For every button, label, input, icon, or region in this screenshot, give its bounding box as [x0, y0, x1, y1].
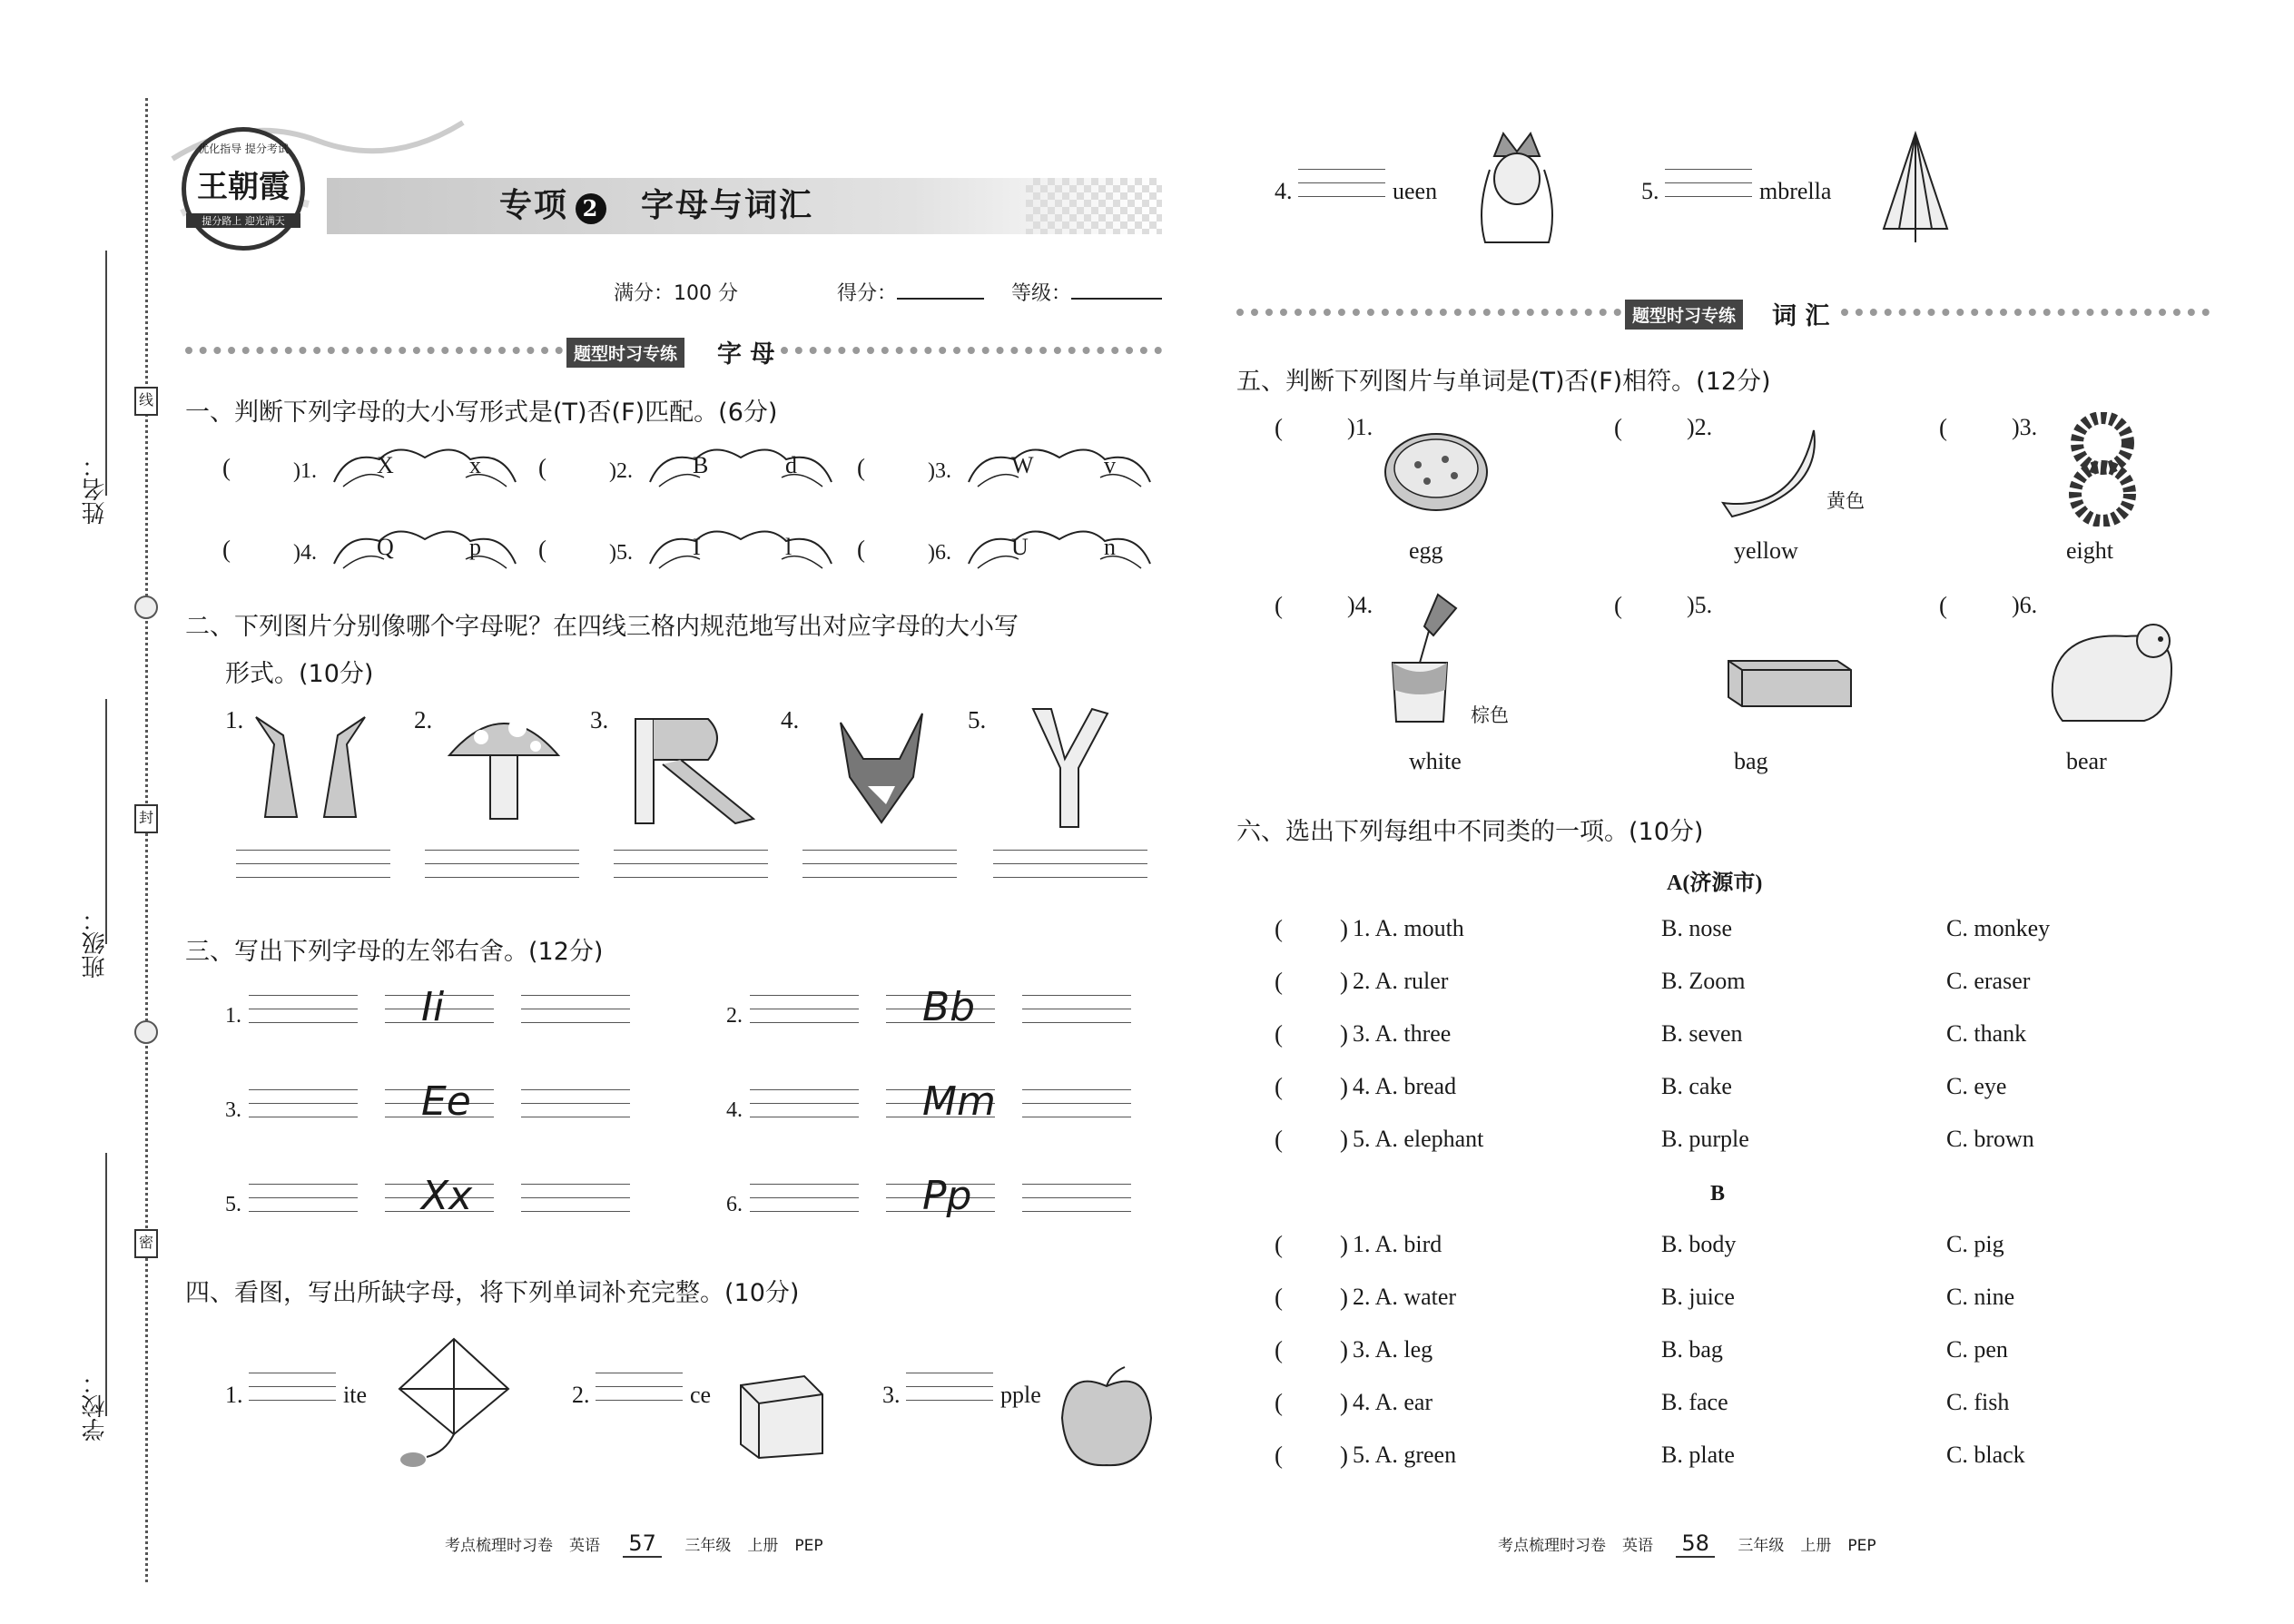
section-tag: 题型时习专练 [1625, 300, 1743, 330]
letter-grid-blank[interactable] [521, 1171, 630, 1225]
q5-item-number: )4. [1347, 592, 1373, 618]
q1-letter-lower: v [1104, 452, 1116, 478]
answer-paren[interactable]: ( [1275, 1284, 1283, 1311]
q5-word: white [1409, 748, 1462, 774]
umbrella-image [1879, 129, 1952, 247]
paren-close: ) [1340, 1020, 1348, 1048]
q4-answer-grid[interactable] [249, 1360, 336, 1413]
q4-answer-grid[interactable] [1298, 156, 1385, 210]
q6-option-c: C. pig [1946, 1231, 2004, 1257]
answer-paren[interactable]: ( [1275, 1442, 1283, 1469]
q6-option-c: C. monkey [1946, 915, 2051, 941]
q1-item-number: )3. [928, 459, 951, 483]
bear-image [2044, 614, 2181, 726]
letter-cloud [330, 523, 520, 577]
q5-color-note: 棕色 [1471, 704, 1509, 726]
ice-cube-image [732, 1367, 832, 1463]
q1-letter-upper: B [693, 452, 709, 478]
q6-option-c: C. brown [1946, 1126, 2034, 1152]
q5-word: yellow [1734, 537, 1798, 564]
q3-given-letters: Ii [421, 984, 445, 1030]
answer-paren[interactable]: ( [1275, 592, 1283, 619]
q1-letter-lower: l [785, 534, 793, 560]
q3-given-letters: Ee [421, 1078, 471, 1125]
letter-cloud [964, 441, 1155, 496]
q1-item-number: )4. [293, 541, 317, 565]
branch-image [1024, 704, 1115, 832]
q6-option-a: 2. A. water [1353, 1284, 1457, 1310]
answer-paren[interactable]: ( [1275, 915, 1283, 942]
q6-option-a: 4. A. bread [1353, 1073, 1457, 1099]
letter-cloud [964, 523, 1155, 577]
q4-item-number: 4. [1275, 178, 1293, 204]
q5-item-number: )2. [1687, 414, 1713, 440]
answer-paren[interactable]: ( [1275, 414, 1283, 441]
mushroom-image [445, 701, 563, 828]
paren-close: ) [1340, 1336, 1348, 1363]
letter-grid-blank[interactable] [521, 982, 630, 1036]
q1-item-number: )5. [609, 541, 633, 565]
q6-option-b: B. bag [1661, 1336, 1723, 1363]
answer-paren[interactable]: ( [538, 536, 546, 563]
q2-num-5: 5. [968, 706, 987, 733]
checker-decoration [1026, 178, 1162, 234]
q4-answer-grid[interactable] [596, 1360, 683, 1413]
writing-grid[interactable] [802, 837, 957, 891]
q1-letter-upper: X [377, 452, 394, 478]
q6-option-a: 2. A. ruler [1353, 968, 1449, 994]
q2-num-2: 2. [414, 706, 433, 733]
answer-paren[interactable]: ( [1275, 1231, 1283, 1258]
q4-word-ending: ueen [1393, 178, 1438, 204]
letter-grid-blank[interactable] [249, 982, 358, 1036]
answer-paren[interactable]: ( [1275, 1389, 1283, 1416]
full-score: 满分：100 分 [614, 282, 738, 305]
q1-letter-lower: d [785, 452, 797, 478]
score-label: 得分： [837, 278, 984, 306]
q5-word: egg [1409, 537, 1443, 564]
q4-word-ending: mbrella [1759, 178, 1832, 204]
pizza-image [1382, 428, 1491, 516]
answer-paren[interactable]: ( [538, 454, 546, 481]
q3-item-number: 5. [225, 1193, 241, 1216]
section-tag: 题型时习专练 [566, 338, 684, 368]
two-dogs-image [247, 708, 374, 826]
q6-option-b: B. cake [1661, 1073, 1732, 1099]
q6-option-c: C. thank [1946, 1020, 2027, 1047]
q6-option-b: B. juice [1661, 1284, 1735, 1310]
kite-image [390, 1334, 517, 1471]
answer-paren[interactable]: ( [1275, 1126, 1283, 1153]
q2-num-1: 1. [225, 706, 244, 733]
q1-item-number: )2. [609, 459, 633, 483]
name-label: 姓名： [82, 454, 109, 525]
letter-grid-blank[interactable] [750, 1077, 859, 1130]
q6-option-c: C. nine [1946, 1284, 2015, 1310]
letter-grid-blank[interactable] [750, 1171, 859, 1225]
letter-cloud [330, 441, 520, 496]
q6-option-a: 4. A. ear [1353, 1389, 1433, 1415]
paren-close: ) [1340, 1389, 1348, 1416]
q5-color-note: 黄色 [1826, 490, 1865, 512]
q1-letter-upper: Q [377, 534, 394, 560]
letter-grid-blank[interactable] [1022, 1077, 1131, 1130]
paren-close: ) [1340, 1126, 1348, 1153]
q3-item-number: 1. [225, 1004, 241, 1028]
letter-grid-blank[interactable] [521, 1077, 630, 1130]
q5-item-number: )1. [1347, 414, 1373, 440]
letter-grid-blank[interactable] [750, 982, 859, 1036]
section-divider [185, 347, 563, 354]
answer-paren[interactable]: ( [222, 454, 231, 481]
binding-dotted-line [145, 98, 148, 1582]
answer-paren[interactable]: ( [1939, 592, 1947, 619]
q1-title: 一、判断下列字母的大小写形式是(T)否(F)匹配。(6分) [185, 399, 778, 427]
q6-option-a: 3. A. leg [1353, 1336, 1433, 1363]
q3-given-letters: Bb [922, 984, 976, 1030]
seal-mark-secret: 密 [134, 1229, 158, 1258]
school-label: 学校： [82, 1371, 109, 1442]
q4-title: 四、看图，写出所缺字母，将下列单词补充完整。(10分) [185, 1279, 800, 1307]
letter-grid-blank[interactable] [1022, 982, 1131, 1036]
letter-grid-blank[interactable] [1022, 1171, 1131, 1225]
q4-word-ending: ite [343, 1382, 367, 1408]
q3-item-number: 4. [726, 1098, 743, 1122]
answer-paren[interactable]: ( [1275, 1073, 1283, 1100]
wolf-image [822, 704, 940, 832]
answer-paren[interactable]: ( [1614, 414, 1622, 441]
q3-item-number: 6. [726, 1193, 743, 1216]
footer-right: 考点梳理时习卷 英语 58 三年级 上册 PEP [1498, 1530, 1876, 1556]
seal-mark-line: 线 [134, 387, 158, 416]
q5-item-number: )3. [2012, 414, 2038, 440]
q4-answer-grid[interactable] [906, 1360, 993, 1413]
q1-item-number: )1. [293, 459, 317, 483]
q6-option-c: C. eraser [1946, 968, 2031, 994]
answer-paren[interactable]: ( [857, 536, 865, 563]
binding-hole [134, 595, 158, 619]
q1-letter-upper: W [1011, 452, 1034, 478]
q6-title: 六、选出下列每组中不同类的一项。(10分) [1236, 818, 1704, 846]
paren-close: ) [1340, 1284, 1348, 1311]
grade-label: 等级： [1011, 278, 1162, 306]
q3-given-letters: Pp [922, 1173, 972, 1219]
q5-item-number: )5. [1687, 592, 1713, 618]
q1-letter-upper: U [1011, 534, 1029, 560]
q2-title-line2: 形式。(10分) [225, 660, 374, 688]
q5-item-number: )6. [2012, 592, 2038, 618]
paren-close: ) [1340, 1073, 1348, 1100]
q1-letter-upper: I [693, 534, 701, 560]
q3-item-number: 3. [225, 1098, 241, 1122]
q6-option-b: B. purple [1661, 1126, 1749, 1152]
queen-image [1467, 129, 1567, 247]
q2-title-line1: 二、下列图片分别像哪个字母呢？在四线三格内规范地写出对应字母的大小写 [185, 613, 1019, 641]
q6-option-a: 5. A. green [1353, 1442, 1457, 1468]
answer-paren[interactable]: ( [1275, 968, 1283, 995]
writing-grid[interactable] [425, 837, 579, 891]
writing-grid[interactable] [614, 837, 768, 891]
q6-option-b: B. seven [1661, 1020, 1743, 1047]
q4-item-number: 2. [572, 1382, 590, 1408]
brand-logo: 优化指导 提分考试 王朝霞 提分路上 迎光满天 [182, 127, 305, 251]
q6-option-a: 1. A. bird [1353, 1231, 1442, 1257]
q1-letter-lower: n [1104, 534, 1116, 560]
answer-paren[interactable]: ( [1275, 1336, 1283, 1363]
q6-option-c: C. fish [1946, 1389, 2010, 1415]
q6-option-c: C. eye [1946, 1073, 2007, 1099]
q6-option-a: 5. A. elephant [1353, 1126, 1484, 1152]
apple-image [1057, 1363, 1157, 1472]
seal-mark-seal: 封 [134, 804, 158, 833]
section-divider [1236, 309, 1621, 316]
writing-grid[interactable] [993, 837, 1147, 891]
q1-item-number: )6. [928, 541, 951, 565]
section-name-letters: 字 母 [717, 340, 775, 369]
q6-option-c: C. black [1946, 1442, 2025, 1468]
answer-paren[interactable]: ( [222, 536, 231, 563]
slide-image [626, 710, 763, 828]
q4-item-number: 5. [1641, 178, 1659, 204]
q3-title: 三、写出下列字母的左邻右舍。(12分) [185, 938, 604, 966]
q4-answer-grid[interactable] [1665, 156, 1752, 210]
q4-item-number: 1. [225, 1382, 243, 1408]
q4-word-ending: ce [690, 1382, 712, 1408]
paren-close: ) [1340, 1231, 1348, 1258]
section-divider [781, 347, 1162, 354]
q1-letter-lower: p [469, 534, 481, 560]
q6-option-b: B. body [1661, 1231, 1737, 1257]
q5-word: eight [2066, 537, 2113, 564]
q2-num-3: 3. [590, 706, 609, 733]
letter-grid-blank[interactable] [249, 1171, 358, 1225]
q4-word-ending: pple [1000, 1382, 1041, 1408]
answer-paren[interactable]: ( [1939, 414, 1947, 441]
q4-item-number: 3. [882, 1382, 901, 1408]
letter-grid-blank[interactable] [249, 1077, 358, 1130]
paren-close: ) [1340, 1442, 1348, 1469]
q3-given-letters: Xx [421, 1173, 473, 1219]
q6-option-b: B. nose [1661, 915, 1732, 941]
q6-group-a-label: A(济源市) [1667, 871, 1763, 895]
book-image [1719, 643, 1856, 715]
writing-grid[interactable] [236, 837, 390, 891]
section-name-vocab: 词 汇 [1772, 302, 1830, 330]
q6-option-b: B. face [1661, 1389, 1728, 1415]
answer-paren[interactable]: ( [857, 454, 865, 481]
q6-option-a: 1. A. mouth [1353, 915, 1464, 941]
banana-image [1714, 421, 1832, 521]
q6-option-a: 3. A. three [1353, 1020, 1452, 1047]
binding-hole [134, 1020, 158, 1044]
q6-group-b-label: B [1710, 1182, 1726, 1206]
class-label: 班级： [82, 908, 109, 979]
q5-title: 五、判断下列图片与单词是(T)否(F)相符。(12分) [1236, 368, 1771, 396]
letter-cloud [645, 523, 836, 577]
q3-item-number: 2. [726, 1004, 743, 1028]
q6-option-b: B. Zoom [1661, 968, 1746, 994]
q6-option-c: C. pen [1946, 1336, 2008, 1363]
number-eight-image [2059, 412, 2146, 527]
q1-letter-lower: x [469, 452, 481, 478]
answer-paren[interactable]: ( [1614, 592, 1622, 619]
q3-given-letters: Mm [922, 1078, 996, 1125]
q2-num-4: 4. [781, 706, 800, 733]
q5-word: bear [2066, 748, 2107, 774]
footer-left: 考点梳理时习卷 英语 57 三年级 上册 PEP [445, 1530, 823, 1556]
paren-close: ) [1340, 915, 1348, 942]
section-divider [1841, 309, 2210, 316]
paint-bucket-image [1383, 590, 1465, 726]
q5-word: bag [1734, 748, 1768, 774]
paren-close: ) [1340, 968, 1348, 995]
q6-option-b: B. plate [1661, 1442, 1735, 1468]
letter-cloud [645, 441, 836, 496]
answer-paren[interactable]: ( [1275, 1020, 1283, 1048]
page-title: 专项 2 字母与词汇 [499, 186, 814, 224]
